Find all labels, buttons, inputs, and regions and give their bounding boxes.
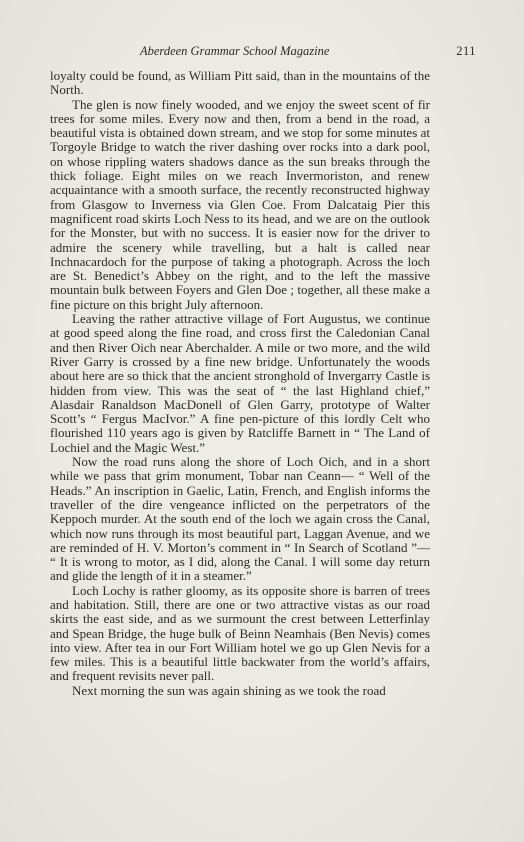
paragraph: Loch Lochy is rather gloomy, as its opposite shore is barren of trees and habitation. Still, there are one or two attractive vistas as our road skirts the east side, and as we surmount the crest between Letterfinlay and Spean Bridge, the huge bulk of Beinn Neamhais (Ben Nevis) comes into view. After tea in our Fort William hotel we go up Glen Nevis for a few miles. This is a beautiful little backwater from the world’s affairs, and frequent revisits never pall. — [50, 582, 430, 684]
paragraph: Next morning the sun was again shining as we took the road — [72, 682, 386, 698]
running-title: Aberdeen Grammar School Magazine — [140, 44, 330, 58]
body-text — [50, 69, 430, 698]
paragraph: loyalty could be found, as William Pitt said, than in the mountains of the North. — [50, 68, 430, 98]
page-header — [40, 44, 476, 60]
page-number: 211 — [456, 44, 476, 58]
paragraph: Leaving the rather attractive village of Fort Augustus, we continue at good speed along the fine road, and cross first the Caledonian Canal and then River Oich near Aberchalder. A mile or two more, and the wild River Garry is crossed by a fine new bridge. Unfortunately the woods about here are so thick that the ancient stronghold of Invergarry Castle is hidden from view. This was the seat of “ the last Highland chief,” Alasdair Ranaldson MacDonell of Glen Garry, prototype of Walter Scott’s “ Fergus MacIvor.” A fine pen-picture of this lordly Celt who flourished 110 years ago is given by Ratcliffe Barnett in “ The Land of Lochiel and the Magic West.” — [50, 311, 430, 455]
paragraph: Now the road runs along the shore of Loch Oich, and in a short while we pass that grim monument, Tobar nan Ceann— “ Well of the Heads.” An inscription in Gaelic, Latin, French, and English informs the traveller of the dire vengeance inflicted on the perpetrators of the Keppoch murder. At the south end of the loch we again cross the Canal, which now runs through its most beautiful part, Laggan Avenue, and we are reminded of H. V. Morton’s comment in “ In Search of Scotland ”— “ It is wrong to motor, as I did, along the Canal. I will some day return and glide the length of it in a steamer.” — [50, 454, 430, 584]
paragraph: The glen is now finely wooded, and we enjoy the sweet scent of fir trees for some miles. Every now and then, from a bend in the road, a beautiful vista is obtained down stream, and we stop for some minutes at Torgoyle Bridge to watch the river dashing over rocks into a dark pool, on whose rippling waters shadows dance as the sun breaks through the thick foliage. Eight miles on we reach Invermoriston, and renew acquaintance with a smooth surface, the recently reconstructed highway from Glasgow to Inverness via Glen Coe. From Dalcataig Pier this magnificent road skirts Loch Ness to its head, and we are on the outlook for the Monster, but with no success. It is easier now for the driver to admire the scenery while travelling, but a halt is called near Inchnacardoch for the purpose of taking a photograph. Across the loch are St. Benedict’s Abbey on the right, and to the left the massive mountain bulk between Foyers and Glen Doe ; together, all these make a fine picture on this bright July afternoon. — [50, 96, 430, 312]
